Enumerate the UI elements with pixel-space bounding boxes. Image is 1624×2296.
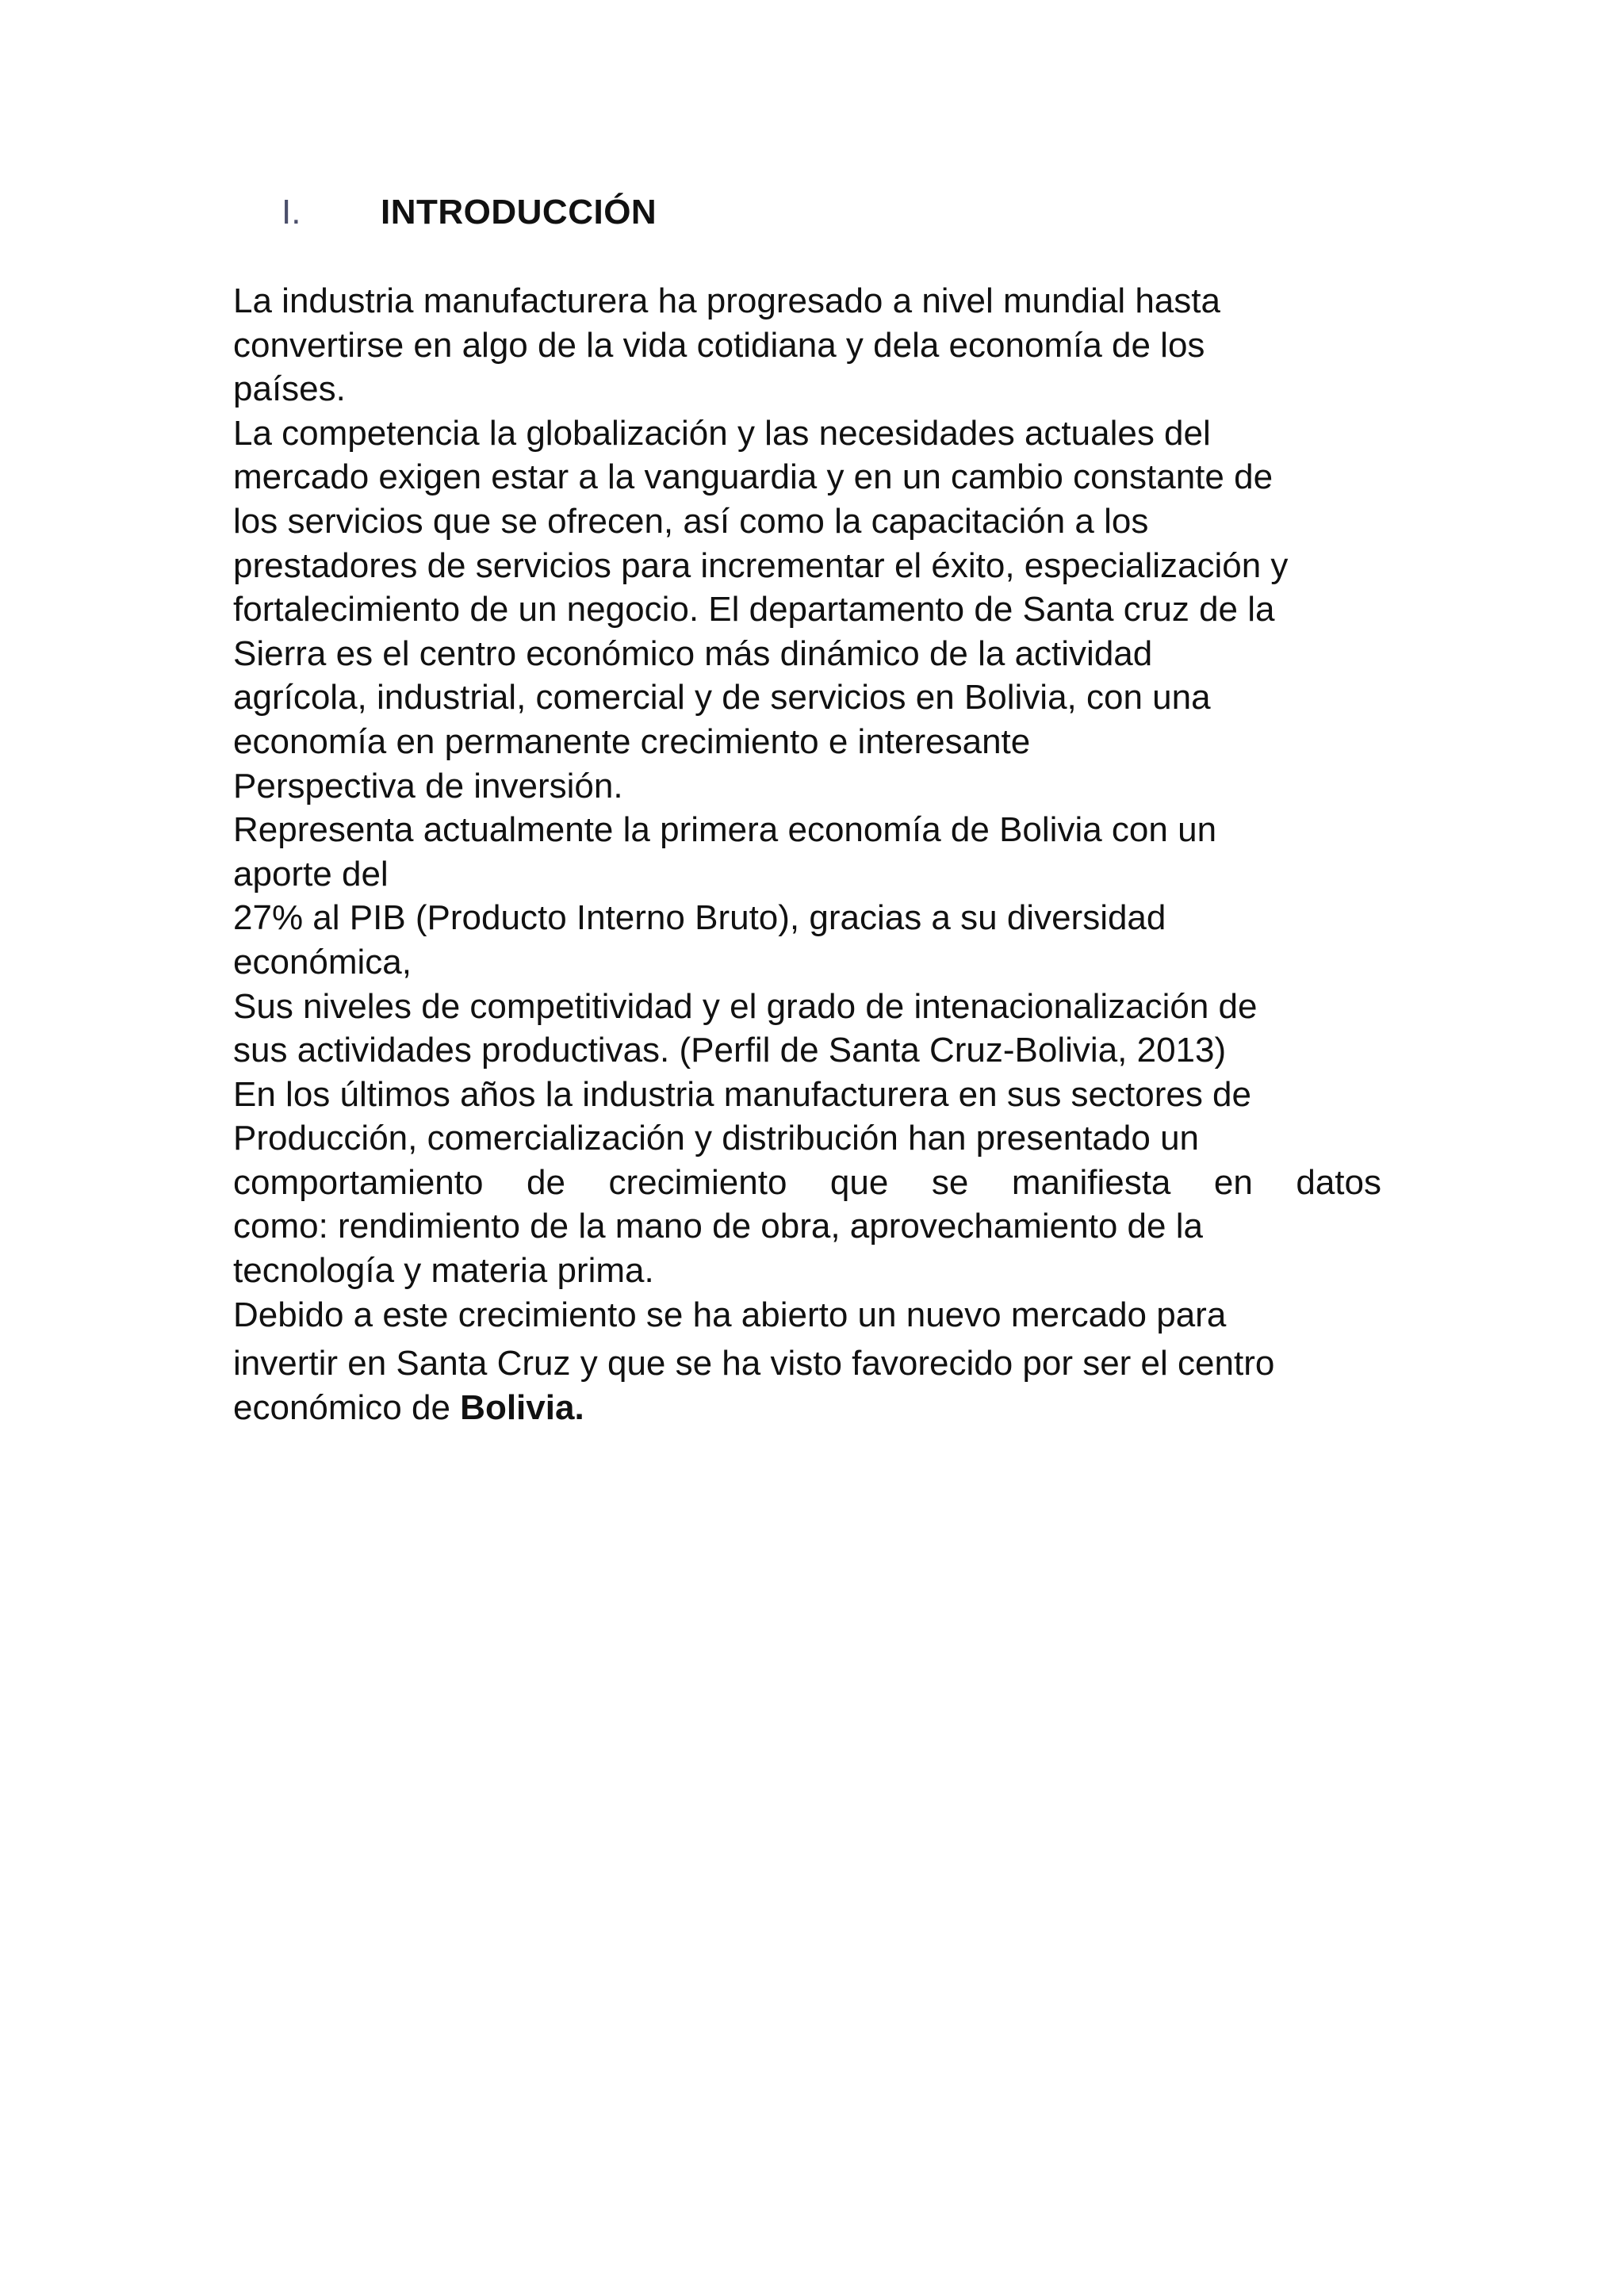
text-line: aporte del [233, 854, 389, 894]
text-line: invertir en Santa Cruz y que se ha visto favorecido por ser el centro [233, 1344, 1275, 1383]
text-line: Sierra es el centro económico más dinámico de la actividad [233, 633, 1153, 673]
text-line: La industria manufacturera ha progresado a nivel mundial hasta [233, 281, 1220, 320]
text-line: En los últimos años la industria manufacturera en sus sectores de [233, 1074, 1251, 1114]
text-line: convertirse en algo de la vida cotidiana y dela economía de los [233, 325, 1205, 365]
text-line: sus actividades productivas. (Perfil de Santa Cruz-Bolivia, 2013) [233, 1031, 1227, 1070]
text-line: 27% al PIB (Producto Interno Bruto), gracias a su diversidad [233, 898, 1166, 938]
text-line: La competencia la globalización y las necesidades actuales del [233, 413, 1211, 453]
text-line: Perspectiva de inversión. [233, 766, 623, 806]
text-line: economía en permanente crecimiento e interesante [233, 721, 1031, 761]
text-line: económica, [233, 942, 412, 982]
text-line: los servicios que se ofrecen, así como la capacitación a los [233, 501, 1149, 541]
text-line: Producción, comercialización y distribución han presentado un [233, 1119, 1200, 1158]
text-line: agrícola, industrial, comercial y de servicios en Bolivia, con una [233, 678, 1211, 718]
section-title: INTRODUCCIÓN [381, 193, 657, 232]
text-line: países. [233, 369, 346, 409]
text-line: fortalecimiento de un negocio. El departamento de Santa cruz de la [233, 590, 1275, 629]
text-line-prefix: económico de [233, 1387, 461, 1427]
text-line: comportamiento de crecimiento que se manifiesta en datos [233, 1162, 1381, 1202]
introduction-body [233, 279, 1423, 1429]
text-line-final [233, 1386, 1423, 1430]
text-line: Representa actualmente la primera economía de Bolivia con un [233, 810, 1217, 850]
text-line: como: rendimiento de la mano de obra, aprovechamiento de la [233, 1207, 1203, 1246]
text-line: prestadores de servicios para incrementar el éxito, especialización y [233, 545, 1289, 585]
text-line: Sus niveles de competitividad y el grado de intenacionalización de [233, 986, 1258, 1026]
bolivia-bold-text: Bolivia. [460, 1387, 584, 1427]
text-line: tecnología y materia prima. [233, 1251, 654, 1291]
section-number: I. [282, 193, 301, 232]
text-line: mercado exigen estar a la vanguardia y en un cambio constante de [233, 457, 1274, 497]
text-line: Debido a este crecimiento se ha abierto un nuevo mercado para [233, 1295, 1227, 1334]
